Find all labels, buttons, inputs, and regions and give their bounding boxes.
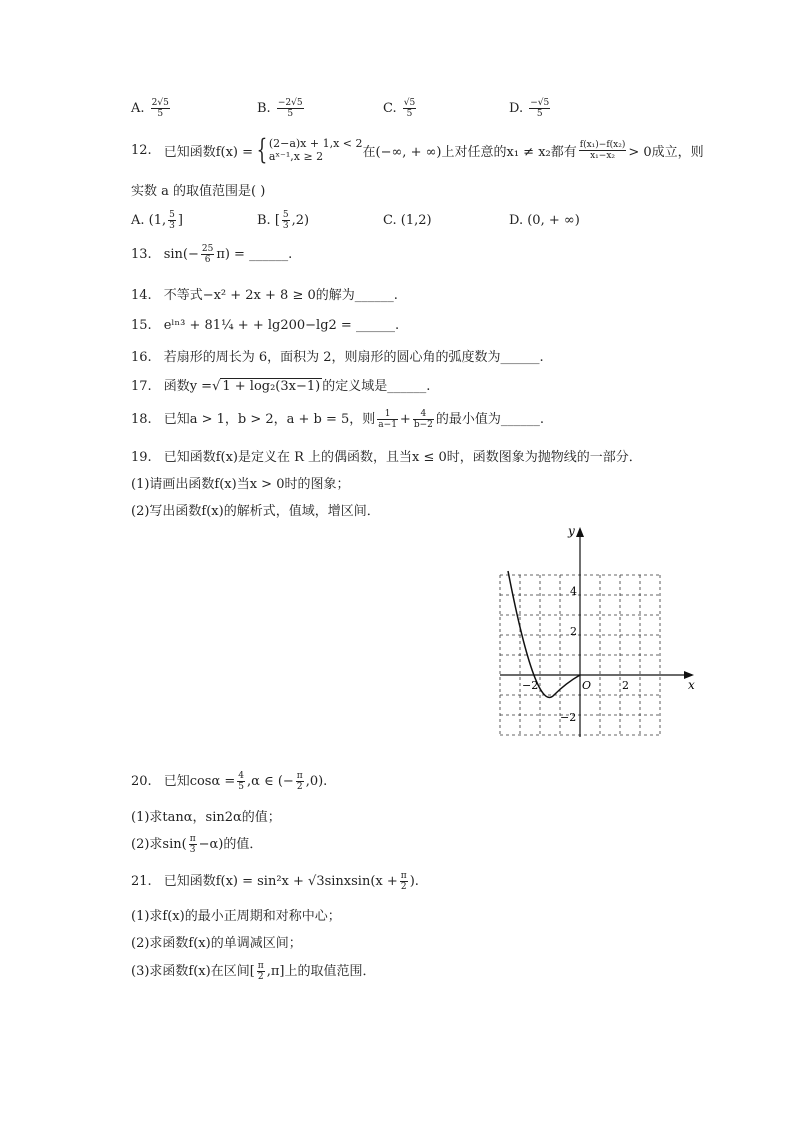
q19-sub1: (1)请画出函数f(x)当x > 0时的图象；	[131, 477, 350, 492]
tick-y-neg2: −2	[560, 711, 577, 724]
q12-option-a: A. (1, $\frac{5}{3}$ ]	[131, 210, 183, 231]
tick-y-2: 2	[570, 625, 577, 638]
q12-option-d: D. (0, + ∞)	[509, 213, 580, 228]
q20-sub1: (1)求tanα，sin2α的值；	[131, 810, 281, 825]
q21-sub3: (3)求函数f(x)在区间[ $\frac{\pi}{2}$ ,π]上的取值范围．	[131, 961, 376, 982]
q19-graph-svg	[496, 523, 706, 743]
q15-stem: 15. eˡⁿ³ + 81¼ + + lg200−lg2 = ______.	[131, 318, 400, 333]
q11-option-b: B. $\frac{-2√5}{5}$	[257, 98, 303, 119]
q13-stem: 13. sin(− $\frac{25}{6}$ π) = ______.	[131, 244, 293, 265]
q21-stem: 21. 已知函数f(x) = sin²x + √3sinxsin(x + $\frac{\pi}{2}$ ).	[131, 871, 419, 892]
q19-graph	[496, 523, 706, 743]
tick-y-4: 4	[570, 585, 577, 598]
q11-option-d: D. $\frac{-√5}{5}$	[509, 98, 550, 119]
q16-stem: 16. 若扇形的周长为 6，面积为 2，则扇形的圆心角的弧度数为______.	[131, 350, 544, 365]
q19-stem: 19. 已知函数f(x)是定义在 R 上的偶函数，且当x ≤ 0时，函数图象为抛物线的一部分．	[131, 450, 642, 465]
q12-stem: 12. 已知函数f(x) = { (2−a)x + 1,x < 2 aˣ⁻¹,x ≥ 2 在(−∞, + ∞)上对任意的x₁ ≠ x₂都有 $\frac{\text{f(x₁)−f(x₂)}}{\text{x₁−x₂}}$ > 0成立，则	[131, 133, 704, 166]
q21-sub1: (1)求f(x)的最小正周期和对称中心；	[131, 909, 341, 924]
y-axis-label: y	[568, 524, 575, 538]
q20-stem: 20. 已知cosα = $\frac{4}{5}$ ,α ∈ (− $\frac{\pi}{2}$ ,0).	[131, 771, 328, 792]
q12-stem-line2: 实数 a 的取值范围是( )	[131, 184, 266, 199]
q11-option-a: A. $\frac{2√5}{5}$	[131, 98, 169, 119]
q20-sub2: (2)求sin( $\frac{\pi}{3}$ −α)的值．	[131, 834, 263, 855]
y-axis-arrow	[576, 527, 584, 537]
tick-x-2: 2	[622, 679, 629, 692]
q12-option-c: C. (1,2)	[383, 213, 432, 228]
q12-option-b: B. [ $\frac{5}{3}$ ,2)	[257, 210, 310, 231]
q11-option-c: C. $\frac{√5}{5}$	[383, 98, 416, 119]
q19-sub2: (2)写出函数f(x)的解析式，值域，增区间．	[131, 504, 380, 519]
x-axis-label: x	[688, 678, 695, 692]
q18-stem: 18. 已知a > 1，b > 2，a + b = 5，则 $\frac{1}{a-1}$ + $\frac{4}{b-2}$ 的最小值为______.	[131, 409, 544, 430]
tick-x-neg2: −2	[522, 679, 539, 692]
q17-stem: 17. 函数y =√ 1 + log₂(3x−1) 的定义域是______.	[131, 379, 431, 394]
q14-stem: 14. 不等式−x² + 2x + 8 ≥ 0的解为______.	[131, 288, 398, 303]
origin-label: O	[582, 679, 592, 692]
q21-sub2: (2)求函数f(x)的单调减区间；	[131, 936, 302, 951]
